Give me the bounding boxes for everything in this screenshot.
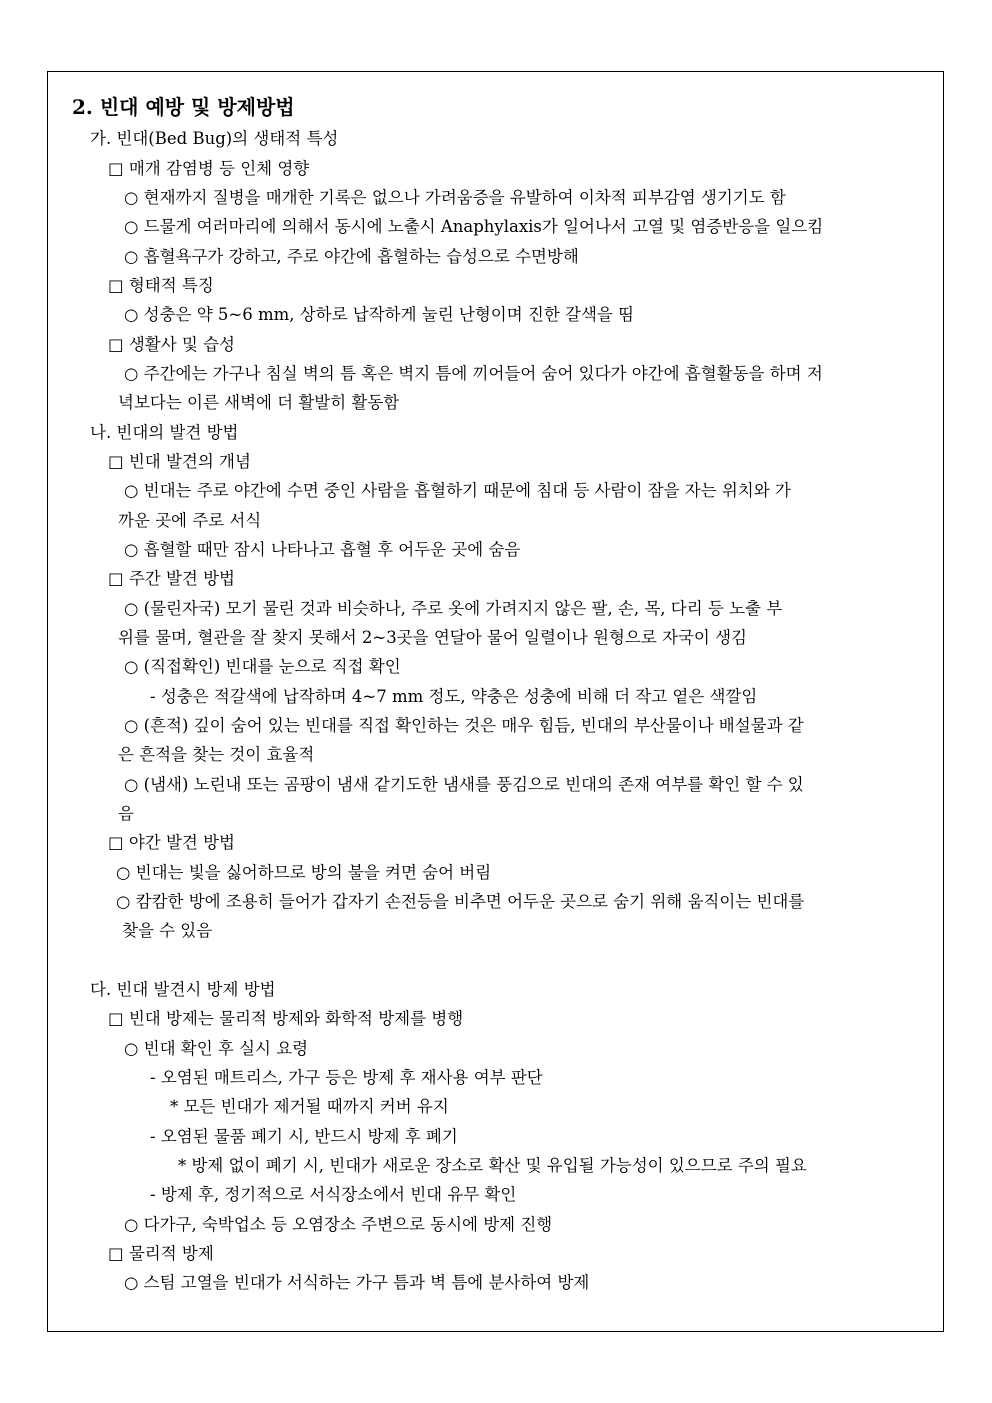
bullet-item-continuation: 까운 곳에 주로 서식: [118, 511, 262, 530]
bullet-item: ○ (흔적) 깊이 숨어 있는 빈대를 직접 확인하는 것은 매우 힘듬, 빈대의 부산물이나 배설물과 같: [124, 716, 804, 735]
dash-item: - 성충은 적갈색에 납작하며 4~7 mm 정도, 약충은 성충에 비해 더 작고 옅은 색깔임: [150, 687, 758, 706]
bullet-item: ○ 흡혈할 때만 잠시 나타나고 흡혈 후 어두운 곳에 숨음: [124, 540, 521, 559]
item-heading: □ 생활사 및 습성: [108, 335, 235, 354]
item-heading: □ 빈대 발견의 개념: [108, 452, 251, 471]
note-item: * 방제 없이 폐기 시, 빈대가 새로운 장소로 확산 및 유입될 가능성이 있으므로 주의 필요: [178, 1156, 807, 1175]
bullet-item: ○ 빈대는 빛을 싫어하므로 방의 불을 켜면 숨어 버림: [116, 863, 492, 882]
bullet-item: ○ 캄캄한 방에 조용히 들어가 갑자기 손전등을 비추면 어두운 곳으로 숨기 위해 움직이는 빈대를: [116, 892, 805, 911]
bullet-item: ○ 성충은 약 5~6 mm, 상하로 납작하게 눌린 난형이며 진한 갈색을 띰: [124, 305, 635, 324]
bullet-item-continuation: 은 흔적을 찾는 것이 효율적: [118, 745, 315, 764]
bullet-item: ○ 드물게 여러마리에 의해서 동시에 노출시 Anaphylaxis가 일어나서 고열 및 염증반응을 일으킴: [124, 217, 824, 236]
item-heading: □ 야간 발견 방법: [108, 833, 235, 852]
bullet-item: ○ 빈대 확인 후 실시 요령: [124, 1039, 309, 1058]
bullet-item: ○ 스팀 고열을 빈대가 서식하는 가구 틈과 벽 틈에 분사하여 방제: [124, 1273, 590, 1292]
note-item: * 모든 빈대가 제거될 때까지 커버 유지: [170, 1097, 449, 1116]
bullet-item: ○ (냄새) 노린내 또는 곰팡이 냄새 같기도한 냄새를 풍김으로 빈대의 존재 여부를 확인 할 수 있: [124, 775, 804, 794]
bullet-item: ○ 현재까지 질병을 매개한 기록은 없으나 가려움증을 유발하여 이차적 피부감염 생기기도 함: [124, 188, 786, 207]
bullet-item: ○ (물린자국) 모기 물린 것과 비슷하나, 주로 옷에 가려지지 않은 팔, 손, 목, 다리 등 노출 부: [124, 599, 783, 618]
subsection-title-na: 나. 빈대의 발견 방법: [90, 423, 239, 442]
bullet-item-continuation: 위를 물며, 혈관을 잘 찾지 못해서 2~3곳을 연달아 물어 일렬이나 원형으로 자국이 생김: [118, 628, 747, 647]
item-heading: □ 형태적 특징: [108, 276, 214, 295]
item-heading: □ 물리적 방제: [108, 1244, 214, 1263]
bullet-item: ○ 주간에는 가구나 침실 벽의 틈 혹은 벽지 틈에 끼어들어 숨어 있다가 야간에 흡혈활동을 하며 저: [124, 364, 823, 383]
dash-item: - 방제 후, 정기적으로 서식장소에서 빈대 유무 확인: [150, 1185, 517, 1204]
document-frame: [47, 71, 944, 1332]
bullet-item-continuation: 녁보다는 이른 새벽에 더 활발히 활동함: [118, 393, 400, 412]
subsection-title-ga: 가. 빈대(Bed Bug)의 생태적 특성: [90, 129, 339, 148]
item-heading: □ 매개 감염병 등 인체 영향: [108, 159, 310, 178]
bullet-item: ○ (직접확인) 빈대를 눈으로 직접 확인: [124, 657, 401, 676]
dash-item: - 오염된 물품 폐기 시, 반드시 방제 후 폐기: [150, 1127, 458, 1146]
bullet-item: ○ 다가구, 숙박업소 등 오염장소 주변으로 동시에 방제 진행: [124, 1215, 553, 1234]
bullet-item-continuation: 찾을 수 있음: [122, 921, 213, 940]
bullet-item: ○ 빈대는 주로 야간에 수면 중인 사람을 흡혈하기 때문에 침대 등 사람이 잠을 자는 위치와 가: [124, 481, 791, 500]
dash-item: - 오염된 매트리스, 가구 등은 방제 후 재사용 여부 판단: [150, 1068, 543, 1087]
item-heading: □ 주간 발견 방법: [108, 569, 235, 588]
subsection-title-da: 다. 빈대 발견시 방제 방법: [90, 980, 276, 999]
bullet-item: ○ 흡혈욕구가 강하고, 주로 야간에 흡혈하는 습성으로 수면방해: [124, 247, 579, 266]
item-heading: □ 빈대 방제는 물리적 방제와 화학적 방제를 병행: [108, 1009, 464, 1028]
bullet-item-continuation: 음: [118, 804, 134, 823]
section-heading: 2. 빈대 예방 및 방제방법: [72, 95, 295, 119]
